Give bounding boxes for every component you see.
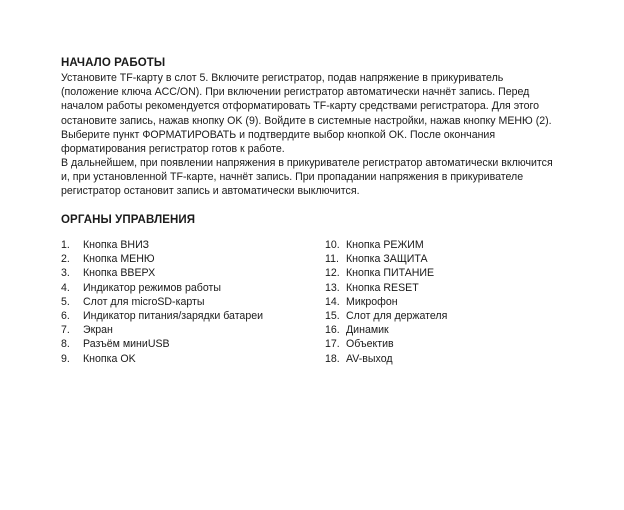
list-item	[325, 295, 398, 309]
list-item	[325, 238, 424, 252]
item-number: 2.	[61, 253, 70, 266]
item-label: Динамик	[346, 324, 389, 337]
list-item	[325, 309, 448, 323]
item-label: Микрофон	[346, 295, 398, 308]
item-number: 6.	[61, 309, 70, 322]
list-item	[61, 252, 155, 266]
item-number: 14.	[325, 295, 340, 308]
item-number: 1.	[61, 239, 70, 251]
list-item	[325, 323, 389, 337]
section-title-getting-started: НАЧАЛО РАБОТЫ	[61, 57, 166, 69]
item-number: 5.	[61, 295, 70, 308]
item-number: 15.	[325, 309, 340, 322]
item-number: 17.	[325, 338, 340, 351]
item-label: Кнопка OK	[83, 352, 136, 365]
item-number: 11.	[325, 253, 339, 266]
list-item	[325, 281, 419, 295]
list-item	[325, 337, 394, 351]
list-item	[325, 352, 393, 366]
item-label: Разъём миниUSB	[83, 338, 170, 351]
item-label: Кнопка ВВЕРХ	[83, 267, 156, 280]
item-label: Индикатор питания/зарядки батареи	[83, 309, 264, 322]
list-item	[61, 281, 221, 295]
item-label: Экран	[83, 324, 113, 337]
list-item	[61, 295, 205, 309]
item-number: 16.	[325, 324, 340, 337]
item-number: 9.	[61, 352, 70, 365]
paragraph-auto-operation: В дальнейшем, при появлении напряжения в прикуривателе регистратор автоматически включится и, при установленной TF-карте, начнёт запись. При пропадании напряжения в прикуривателе регистратор остановит запись и автоматически выключится.	[61, 157, 553, 198]
item-number: 12.	[325, 267, 340, 280]
item-number: 4.	[61, 281, 70, 294]
controls-list-right	[325, 238, 448, 366]
item-label: Слот для microSD-карты	[83, 295, 205, 308]
paragraph-getting-started: Установите TF-карту в слот 5. Включите регистратор, подав напряжение в прикуриватель (положение ключа ACC/ON). При включении регистратор автоматически начнёт запись. Перед началом работы рекомендуется отформатировать TF-карту средствами регистратора. Для этого остановите запись, нажав кнопку OK (9). Войдите в системные настройки, нажав кнопку МЕНЮ (2). Выберите пункт ФОРМАТИРОВАТЬ и подтвердите выбор кнопкой OK. После окончания форматирования регистратор готов к работе.	[61, 72, 552, 156]
item-number: 18.	[325, 352, 340, 365]
item-label: Кнопка РЕЖИМ	[346, 239, 424, 251]
item-label: AV-выход	[346, 352, 393, 365]
list-item	[325, 266, 435, 280]
item-label: Кнопка ПИТАНИЕ	[346, 267, 435, 280]
item-label: Слот для держателя	[346, 309, 448, 322]
list-item	[61, 352, 136, 366]
section-title-controls: ОРГАНЫ УПРАВЛЕНИЯ	[61, 214, 196, 226]
controls-list-left	[61, 238, 264, 366]
list-item	[61, 309, 264, 323]
item-label: Кнопка ВНИЗ	[83, 239, 150, 251]
list-item	[61, 238, 150, 252]
list-item	[61, 337, 170, 351]
item-number: 13.	[325, 281, 340, 294]
item-label: Кнопка RESET	[346, 281, 419, 294]
item-label: Индикатор режимов работы	[83, 281, 221, 294]
item-number: 7.	[61, 324, 70, 337]
list-item	[61, 266, 156, 280]
list-item	[325, 252, 428, 266]
item-number: 3.	[61, 267, 70, 280]
item-label: Кнопка МЕНЮ	[83, 253, 155, 266]
list-item	[61, 323, 113, 337]
item-label: Кнопка ЗАЩИТА	[346, 253, 428, 266]
item-label: Объектив	[346, 338, 394, 351]
item-number: 8.	[61, 338, 70, 351]
item-number: 10.	[325, 239, 340, 251]
